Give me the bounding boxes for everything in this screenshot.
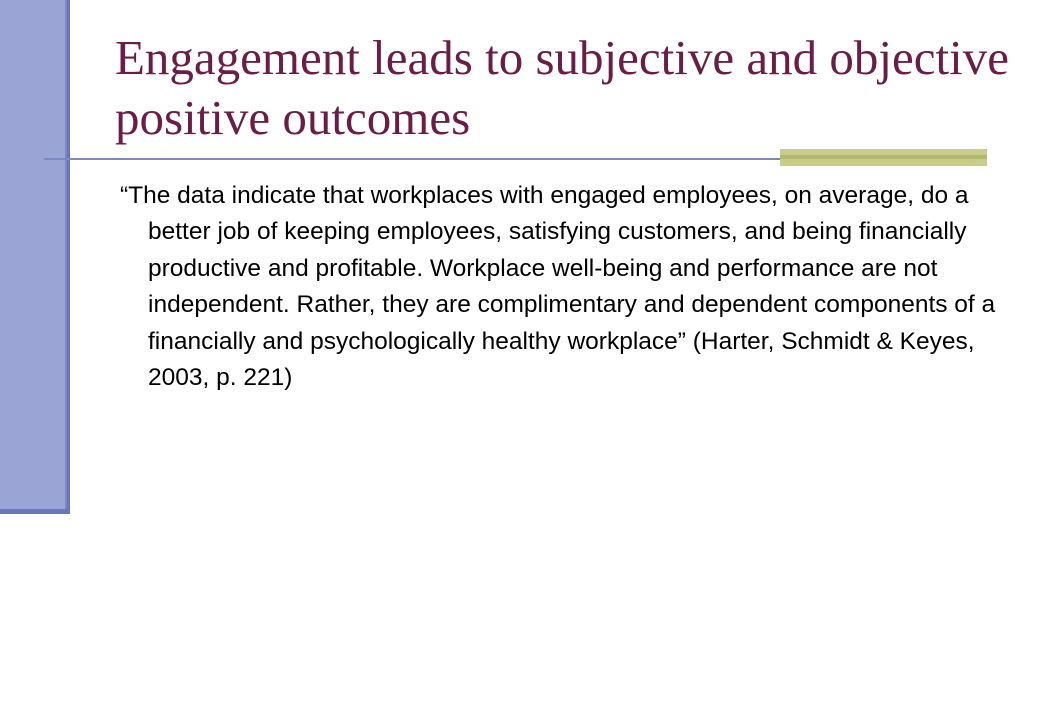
accent-band-line [780, 155, 987, 159]
left-decorative-bar [0, 0, 67, 512]
slide-title: Engagement leads to subjective and objective positive outcomes [115, 30, 1009, 145]
left-bar-bottom-edge [0, 509, 70, 514]
quote-text: “The data indicate that workplaces with engaged employees, on average, do a better job of keeping employees, satisfying customers, and being financially productive and profitable. Workplace well-being and performance are not independent. Rather, they are complimentary and dependent components of a financially and psychologically healthy workplace” (Harter, Schmidt & Keyes, 2003, p. 221) [120, 182, 996, 392]
title-divider [44, 158, 780, 160]
left-bar-edge [67, 0, 70, 514]
